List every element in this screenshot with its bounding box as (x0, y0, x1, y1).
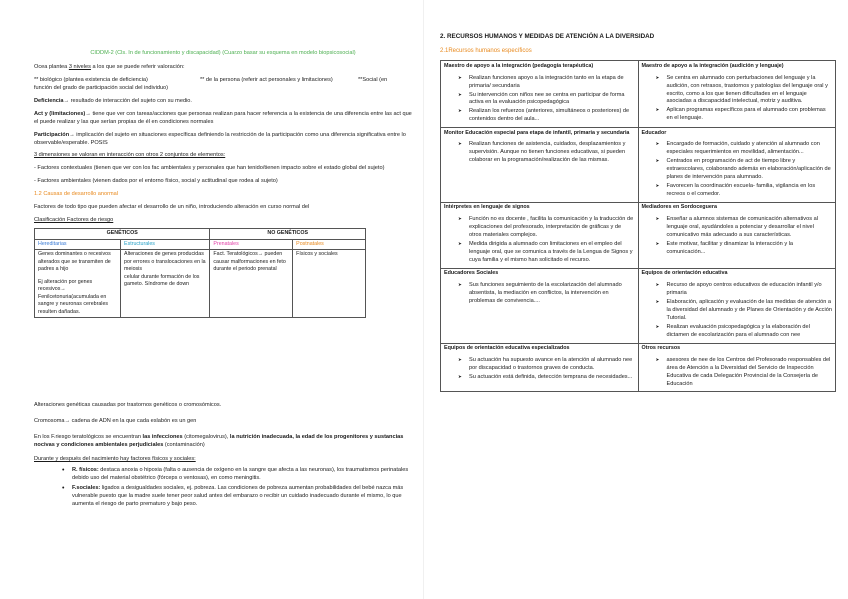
list-item: ➤ Realizan evaluación psicopedagógica y la elaboración del dictamen de escolarización para el alumnado con nee (656, 324, 833, 340)
prenatal-header: Prenatales (210, 239, 293, 250)
right-page (424, 0, 848, 599)
list-item: ➤ Recurso de apoyo centros educativos de educación infantil y/o primaria (656, 282, 833, 298)
postnatal-header: Postnatales (293, 239, 366, 250)
cell-text: Genes dominantes o recesivos alterados que se transmiten de padres a hijo (38, 251, 111, 273)
resource-cell-right (638, 61, 836, 128)
arrow-icon: → (64, 418, 71, 425)
table-row (441, 202, 836, 268)
resource-list (444, 141, 635, 165)
level-person: ** de la persona (referir act personales y limitaciones) (200, 76, 333, 83)
dimensions-title: 3 dimensiones se valoran en interacción con otros 2 conjuntos de elementos: (34, 152, 226, 159)
levels-paragraph (34, 77, 412, 93)
resource-list (642, 357, 833, 389)
list-item: ➤ Favorecen la coordinación escuela- familia, vigilancia en los recreos o el comedor. (656, 183, 833, 199)
definition-text: cadena de ADN en la que cada eslabón es un gen (70, 418, 197, 425)
intro-text: Ocea plantea (34, 63, 69, 70)
resource-title: Educador (641, 129, 667, 136)
resource-cell-right (638, 268, 836, 343)
intro-text-end: a los que se puede referir valoración: (90, 63, 185, 70)
resource-title: Intérpretes en lenguaje de signos (444, 204, 530, 211)
list-item: ➤ Aplican programas específicos para el alumnado con problemas en el lenguaje. (656, 107, 833, 123)
list-item: ➤ Centrados en programación de act de tiempo libre y extraescolares, colaborando además en elaboración/aplicación de planes de intervención para alumnado. (656, 158, 833, 182)
definition-participation (34, 132, 412, 148)
resource-list (642, 216, 833, 257)
table-row (441, 268, 836, 343)
list-item: ➤ Función no es docente , facilita la comunicación y la traducción de explicaciones del profesorado, interpretación de gráficas y de otros materiales complejos. (458, 216, 635, 240)
ciddm-heading: CIDDM-2 (Cls. In de funcionamiento y discapacidad) (Cuarzo basar su esquema en modelo biopsicosocial) (90, 50, 356, 56)
list-item: ➤ Realizan funciones apoyo a la integración tanto en la etapa de primaria/ secundaria (458, 75, 635, 91)
list-item-text: ligados a desigualdades sociales, ej. pobreza. Las condiciones de pobreza aumentan probabilidades del bebé nazca más vulnerable puesto que la madre suele tener peor salud antes del embarazo o recibir un cuidado inadecuado durante el mismo, lo que aumenta el riesgo de parto prematuro y bajo peso. (72, 484, 404, 507)
definition-term: Participación (34, 131, 70, 138)
structural-cell (121, 250, 210, 318)
table-row (35, 229, 366, 240)
resource-title: Maestro de apoyo a la integración (pedagogía terapéutica) (444, 62, 594, 69)
table-row (441, 61, 836, 128)
birth-factors-list (34, 467, 412, 509)
level-biological: ** biológico (plantea existencia de deficiencia) (34, 76, 148, 83)
resource-list (444, 216, 635, 265)
list-item-term: F.sociales: (72, 484, 101, 491)
list-item (72, 467, 412, 483)
table-row (441, 128, 836, 203)
resources-table (440, 60, 836, 392)
level-social-cont: función del grado de participación social del individuo) (34, 84, 169, 91)
resource-title: Maestro de apoyo a la integración (audición y lenguaje) (641, 62, 784, 69)
resource-title: Educadores Sociales (444, 270, 499, 277)
hereditary-header: Hereditarias (35, 239, 121, 250)
birth-factors-title: Durante y después del nacimiento hay factores físicos y sociales: (34, 455, 196, 462)
cell-text: Alteraciones de genes producidas por errores o translocaciones en la meiosis (124, 251, 206, 273)
resource-cell-left (441, 343, 639, 392)
paragraph-text: En los F.riesgo teratológicos se encuentran (34, 434, 143, 441)
genetic-header: GENÉTICOS (35, 229, 210, 240)
chromosome-definition (34, 418, 412, 426)
cell-text: Ej alteración por genes recesivos→ (38, 278, 93, 293)
resource-title: Mediadores en Sordoceguera (641, 204, 717, 211)
list-item-term: R. físicos: (72, 466, 99, 473)
resource-title: Otros recursos (641, 345, 681, 352)
arrow-icon: → (69, 131, 75, 138)
resource-title: Monitor Educación especial para etapa de infantil, primaria y secundaria (444, 129, 630, 136)
list-item: ➤ Se centra en alumnado con perturbaciones del lenguaje y la audición, con retrasos, trastornos y patologías del lenguaje oral y escrito, como a los que tienen dificultades en el lenguaje asociadas a discapacidad intelectual, motriz y auditiva. (656, 75, 833, 107)
list-item: ➤ Elaboración, aplicación y evaluación de las medidas de atención a la diversidad del alumnado y de Planes de Orientación y de Acción Tutorial. (656, 299, 833, 323)
risk-factors-table (34, 228, 366, 318)
table-row (35, 239, 366, 250)
level-social: **Social (en (358, 76, 388, 83)
list-item: ➤ Realizan funciones de asistencia, cuidados, desplazamientos y supervisión. Aunque no tienen funciones educativas, si pueden colaborar en la programación/realización de las mismas. (458, 141, 635, 165)
definition-text: implicación del sujeto en situaciones específicas definiendo la restricción de la participación como una diferencia significativa entre lo observable/esperable. POSIS (34, 131, 406, 146)
resource-list (642, 282, 833, 340)
definition-term: Cromosoma (34, 418, 65, 425)
definition-activity (34, 111, 412, 127)
resources-subheading: 2.1Recursos humanos específicos (440, 47, 532, 54)
prenatal-cell: Fact. Teratológicos→ pueden causar malformaciones en feto durante el periodo prenatal (210, 250, 293, 318)
non-genetic-header: NO GENÉTICOS (210, 229, 366, 240)
cell-text: Fenilcetonuria(acumulada en sangre y neuronas cerebrales resulten dañadas. (38, 293, 109, 315)
resources-heading: 2. RECURSOS HUMANOS Y MEDIDAS DE ATENCIÓN A LA DIVERSIDAD (440, 33, 655, 40)
paragraph-text: (citomegalovirus), (182, 434, 230, 441)
cell-text: celular durante formación de los gameto. Síndrome de down (124, 273, 200, 288)
list-item: ➤ Su actuación ha supuesto avance en la atención al alumnado nee por discapacidad o trastornos graves de conducta. (458, 357, 635, 373)
resource-title: Equipos de orientación educativa (641, 270, 728, 277)
contextual-factors: - Factores contextuales (tienen que ver con los fac ambientales y personales que han tenido/tienen impacto sobre el estado global del sujeto) (34, 165, 385, 172)
intro-paragraph (34, 64, 412, 72)
list-item: ➤ Este motivar, facilitar y dinamizar la interacción y la comunicación... (656, 241, 833, 257)
definition-term: Act y (limitaciones) (34, 110, 86, 117)
resource-list (642, 75, 833, 124)
table-row (35, 250, 366, 318)
resource-cell-left (441, 128, 639, 203)
resource-cell-left (441, 202, 639, 268)
list-item: ➤ Encargado de formación, cuidado y atención al alumnado con especiales requerimientos en movilidad, alimentación... (656, 141, 833, 157)
resource-cell-right (638, 202, 836, 268)
paragraph-bold: la nutrición inadecuada, la edad de los progenitores y sustancias nocivas y condiciones ambientales perjudiciales (34, 434, 404, 449)
resource-list (642, 141, 833, 199)
paragraph-text: (contaminación) (163, 442, 205, 449)
paragraph-bold: las infecciones (142, 434, 183, 441)
environmental-factors: - Factores ambientales (vienen dados por el entorno físico, social y actitudinal que rodea al sujeto) (34, 178, 278, 185)
resource-list (444, 282, 635, 306)
list-item: ➤ Su actuación está definida, detección temprana de necesidades... (458, 374, 635, 382)
alterations-text: Alteraciones genéticas causadas por trastornos genéticos o cromosómicos. (34, 402, 222, 409)
resource-cell-left (441, 61, 639, 128)
resource-list (444, 75, 635, 125)
teratogens-paragraph (34, 434, 412, 450)
resource-cell-right (638, 128, 836, 203)
resource-cell-right (638, 343, 836, 392)
list-item-text: destaca anoxia o hipoxia (falta o ausencia de oxígeno en la sangre que afecta a las neuronas), los traumatismos perinatales debido uso del material obstétrico (fórceps o ventosas), en como meningitis. (72, 466, 409, 481)
list-item: ➤ Enseñar a alumnos sistemas de comunicación alternativos al lenguaje oral, ayudándoles a potenciar y desarrollar el nivel comunicativo más adecuado a sus características. (656, 216, 833, 240)
list-item: ➤ Realizan los refuerzos (anteriores, simultáneos o posteriores) de contenidos dentro del aula... (458, 108, 635, 124)
arrow-icon: → (63, 97, 70, 104)
list-item: ➤ Sus funciones seguimiento de la escolarización del alumnado absentista, la mediación en conflictos, la intervención en problemas de convivencia.... (458, 282, 635, 306)
classification-title: Clasificación Factores de riesgo (34, 217, 114, 224)
postnatal-cell: Físicos y sociales (293, 250, 366, 318)
list-item: ➤ Su intervención con niños nee se centra en participar de forma activa en la evaluación psicopedagógica (458, 92, 635, 108)
intro-levels-text: 3 niveles (68, 63, 91, 70)
definition-text: tiene que ver con tareas/acciones que personas realizan para hacer referencia a la existencia de una diferencia entre las act que el puede realizar y las que serían propias de él en condiciones normales (34, 110, 412, 125)
structural-header: Estructurales (121, 239, 210, 250)
definition-deficiency (34, 98, 412, 106)
definition-term: Deficiencia (34, 97, 64, 104)
resource-cell-left (441, 268, 639, 343)
hereditary-cell (35, 250, 121, 318)
list-item: ➤ Medida dirigida a alumnado con limitaciones en el empleo del lenguaje oral, que se comunica a través de la Lengua de Signos y cuya familia y el mismo han solicitado el recurso. (458, 241, 635, 265)
resource-title: Equipos de orientación educativa especializados (444, 345, 570, 352)
list-item: ➤ asesores de nee de los Centros del Profesorado responsables del área de Atención a la Diversidad del Servicio de Inspección Educativa de cada Delegación Provincial de la Consejería de Educación (656, 357, 833, 389)
causes-subheading: 1.2 Causas de desarrollo anormal (34, 191, 118, 198)
resource-list (444, 357, 635, 382)
arrow-icon: → (85, 110, 91, 117)
factors-text: Factores de todo tipo que pueden afectar el desarrollo de un niño, introduciendo alteración en curso normal del (34, 204, 310, 211)
definition-text: resultado de interacción del sujeto con su medio. (69, 97, 192, 104)
table-row (441, 343, 836, 392)
list-item (72, 485, 412, 509)
